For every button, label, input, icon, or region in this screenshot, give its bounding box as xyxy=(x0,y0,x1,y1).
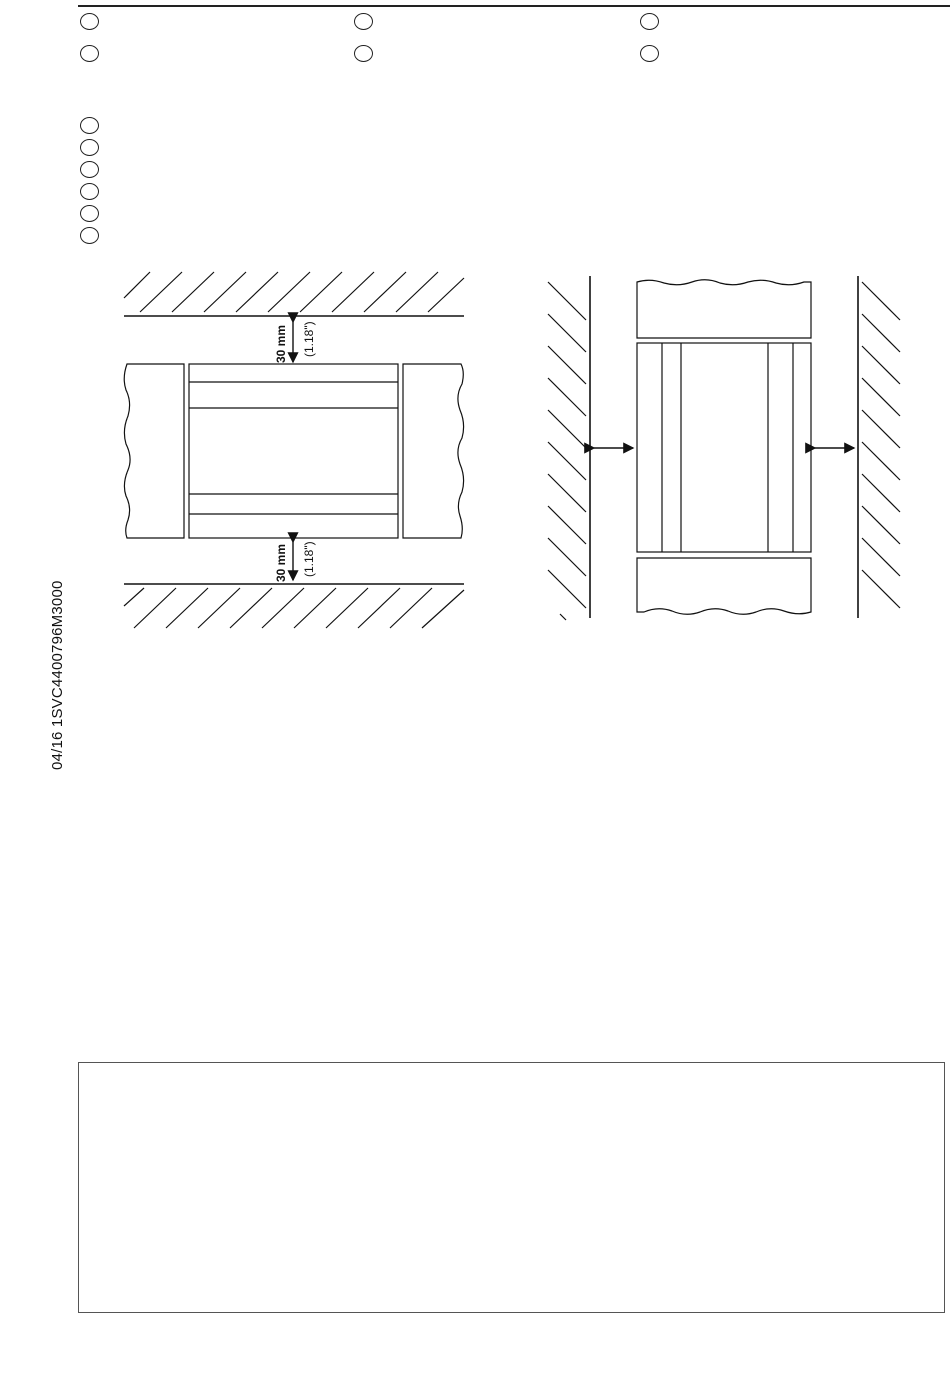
top-wall-hatch xyxy=(124,272,464,316)
top-clearance-metric: 30 mm xyxy=(274,324,288,363)
device-front-view xyxy=(189,364,398,538)
right-wall-hatch xyxy=(858,276,900,618)
left-neighbour-device xyxy=(124,364,184,538)
document-code: 04/16 1SVC4400796M3000 xyxy=(49,580,66,770)
note-box xyxy=(78,1062,945,1313)
bottom-wall-hatch xyxy=(124,584,464,628)
right-neighbour-device xyxy=(403,364,464,538)
bottom-clearance-metric: 30 mm xyxy=(274,543,288,582)
left-wall-hatch xyxy=(548,276,590,620)
lower-neighbour-device xyxy=(637,558,811,614)
bottom-clearance-imperial: (1.18") xyxy=(302,541,316,577)
clearance-figure xyxy=(0,0,950,660)
top-clearance-imperial: (1.18") xyxy=(302,321,316,357)
device-side-view xyxy=(637,343,811,552)
upper-neighbour-device xyxy=(637,280,811,338)
